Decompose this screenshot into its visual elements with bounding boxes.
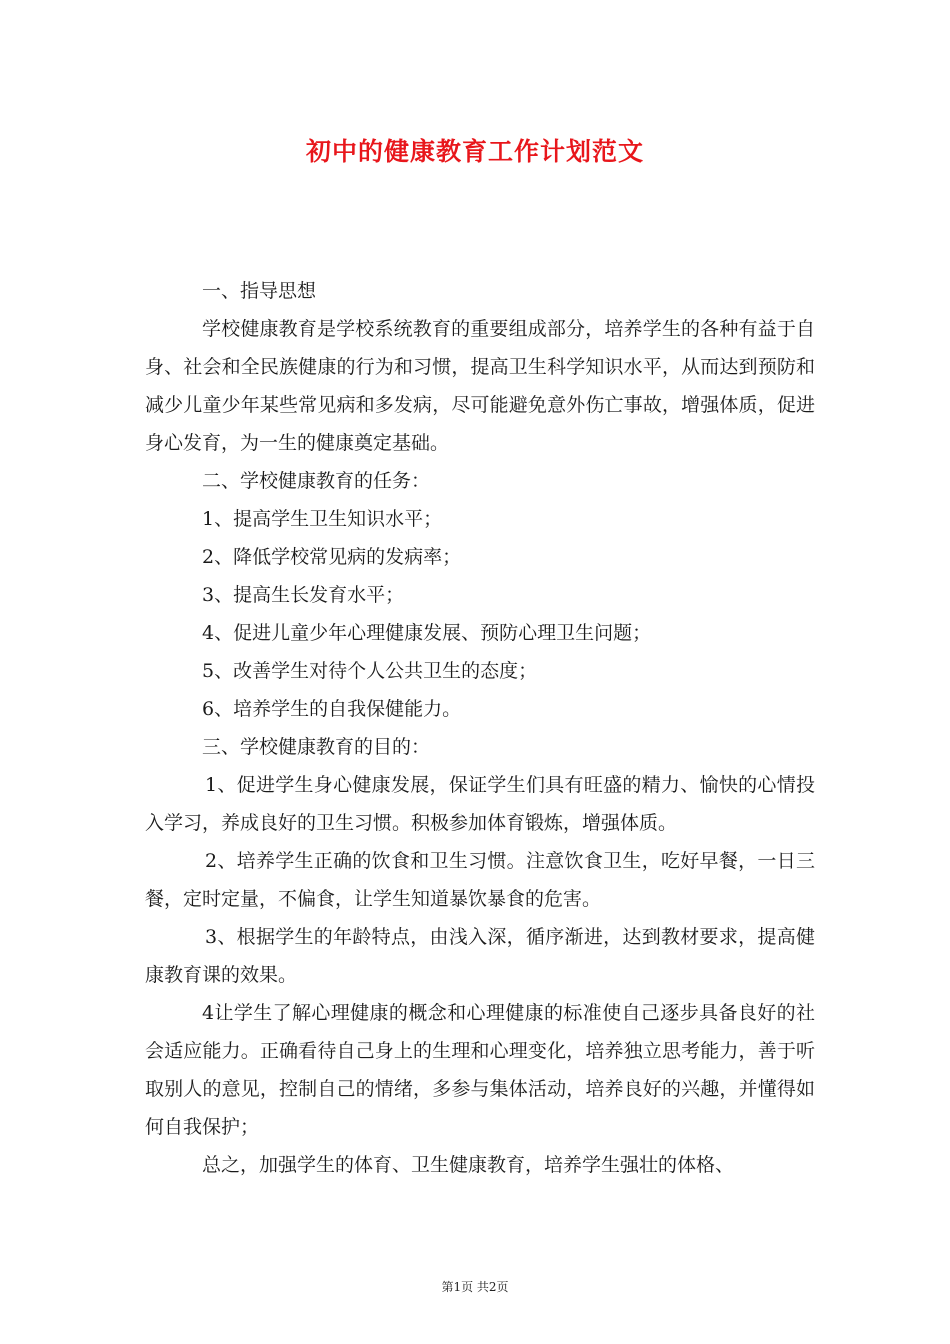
section-heading-goals: 三、学校健康教育的目的： xyxy=(202,736,431,758)
document-title: 初中的健康教育工作计划范文 xyxy=(305,137,644,166)
task-item-6: 6、培养学生的自我保健能力。 xyxy=(202,698,462,720)
task-item-2: 2、降低学校常见病的发病率； xyxy=(202,546,462,568)
summary-paragraph: 总之，加强学生的体育、卫生健康教育，培养学生强壮的体格、 xyxy=(202,1154,735,1176)
goal-item-1: 1、促进学生身心健康发展，保证学生们具有旺盛的精力、愉快的心情投入学习，养成良好的卫生习惯。积极参加体育锻炼，增强体质。 xyxy=(145,774,815,834)
goal-item-2: 2、培养学生正确的饮食和卫生习惯。注意饮食卫生，吃好早餐，一日三餐，定时定量，不偏食，让学生知道暴饮暴食的危害。 xyxy=(145,850,815,910)
section-heading-tasks: 二、学校健康教育的任务： xyxy=(202,470,431,492)
task-item-4: 4、促进儿童少年心理健康发展、预防心理卫生问题； xyxy=(202,622,652,644)
task-item-3: 3、提高生长发育水平； xyxy=(202,584,405,606)
document-body xyxy=(145,272,815,1184)
goal-item-4: 4让学生了解心理健康的概念和心理健康的标准使自己逐步具备良好的社会适应能力。正确看待自己身上的生理和心理变化，培养独立思考能力，善于听取别人的意见，控制自己的情绪，多参与集体活动，培养良好的兴趣，并懂得如何自我保护； xyxy=(145,1002,815,1138)
task-item-5: 5、改善学生对待个人公共卫生的态度； xyxy=(202,660,538,682)
task-item-1: 1、提高学生卫生知识水平； xyxy=(202,508,443,530)
goal-item-3: 3、根据学生的年龄特点，由浅入深，循序渐进，达到教材要求，提高健康教育课的效果。 xyxy=(145,926,815,986)
paragraph-guiding-ideology: 学校健康教育是学校系统教育的重要组成部分，培养学生的各种有益于自身、社会和全民族健康的行为和习惯，提高卫生科学知识水平，从而达到预防和减少儿童少年某些常见病和多发病，尽可能避免意外伤亡事故，增强体质，促进身心发育，为一生的健康奠定基础。 xyxy=(145,318,815,454)
page-number-footer: 第1页 共2页 xyxy=(441,1280,509,1294)
section-heading-guiding-ideology: 一、指导思想 xyxy=(202,280,317,302)
